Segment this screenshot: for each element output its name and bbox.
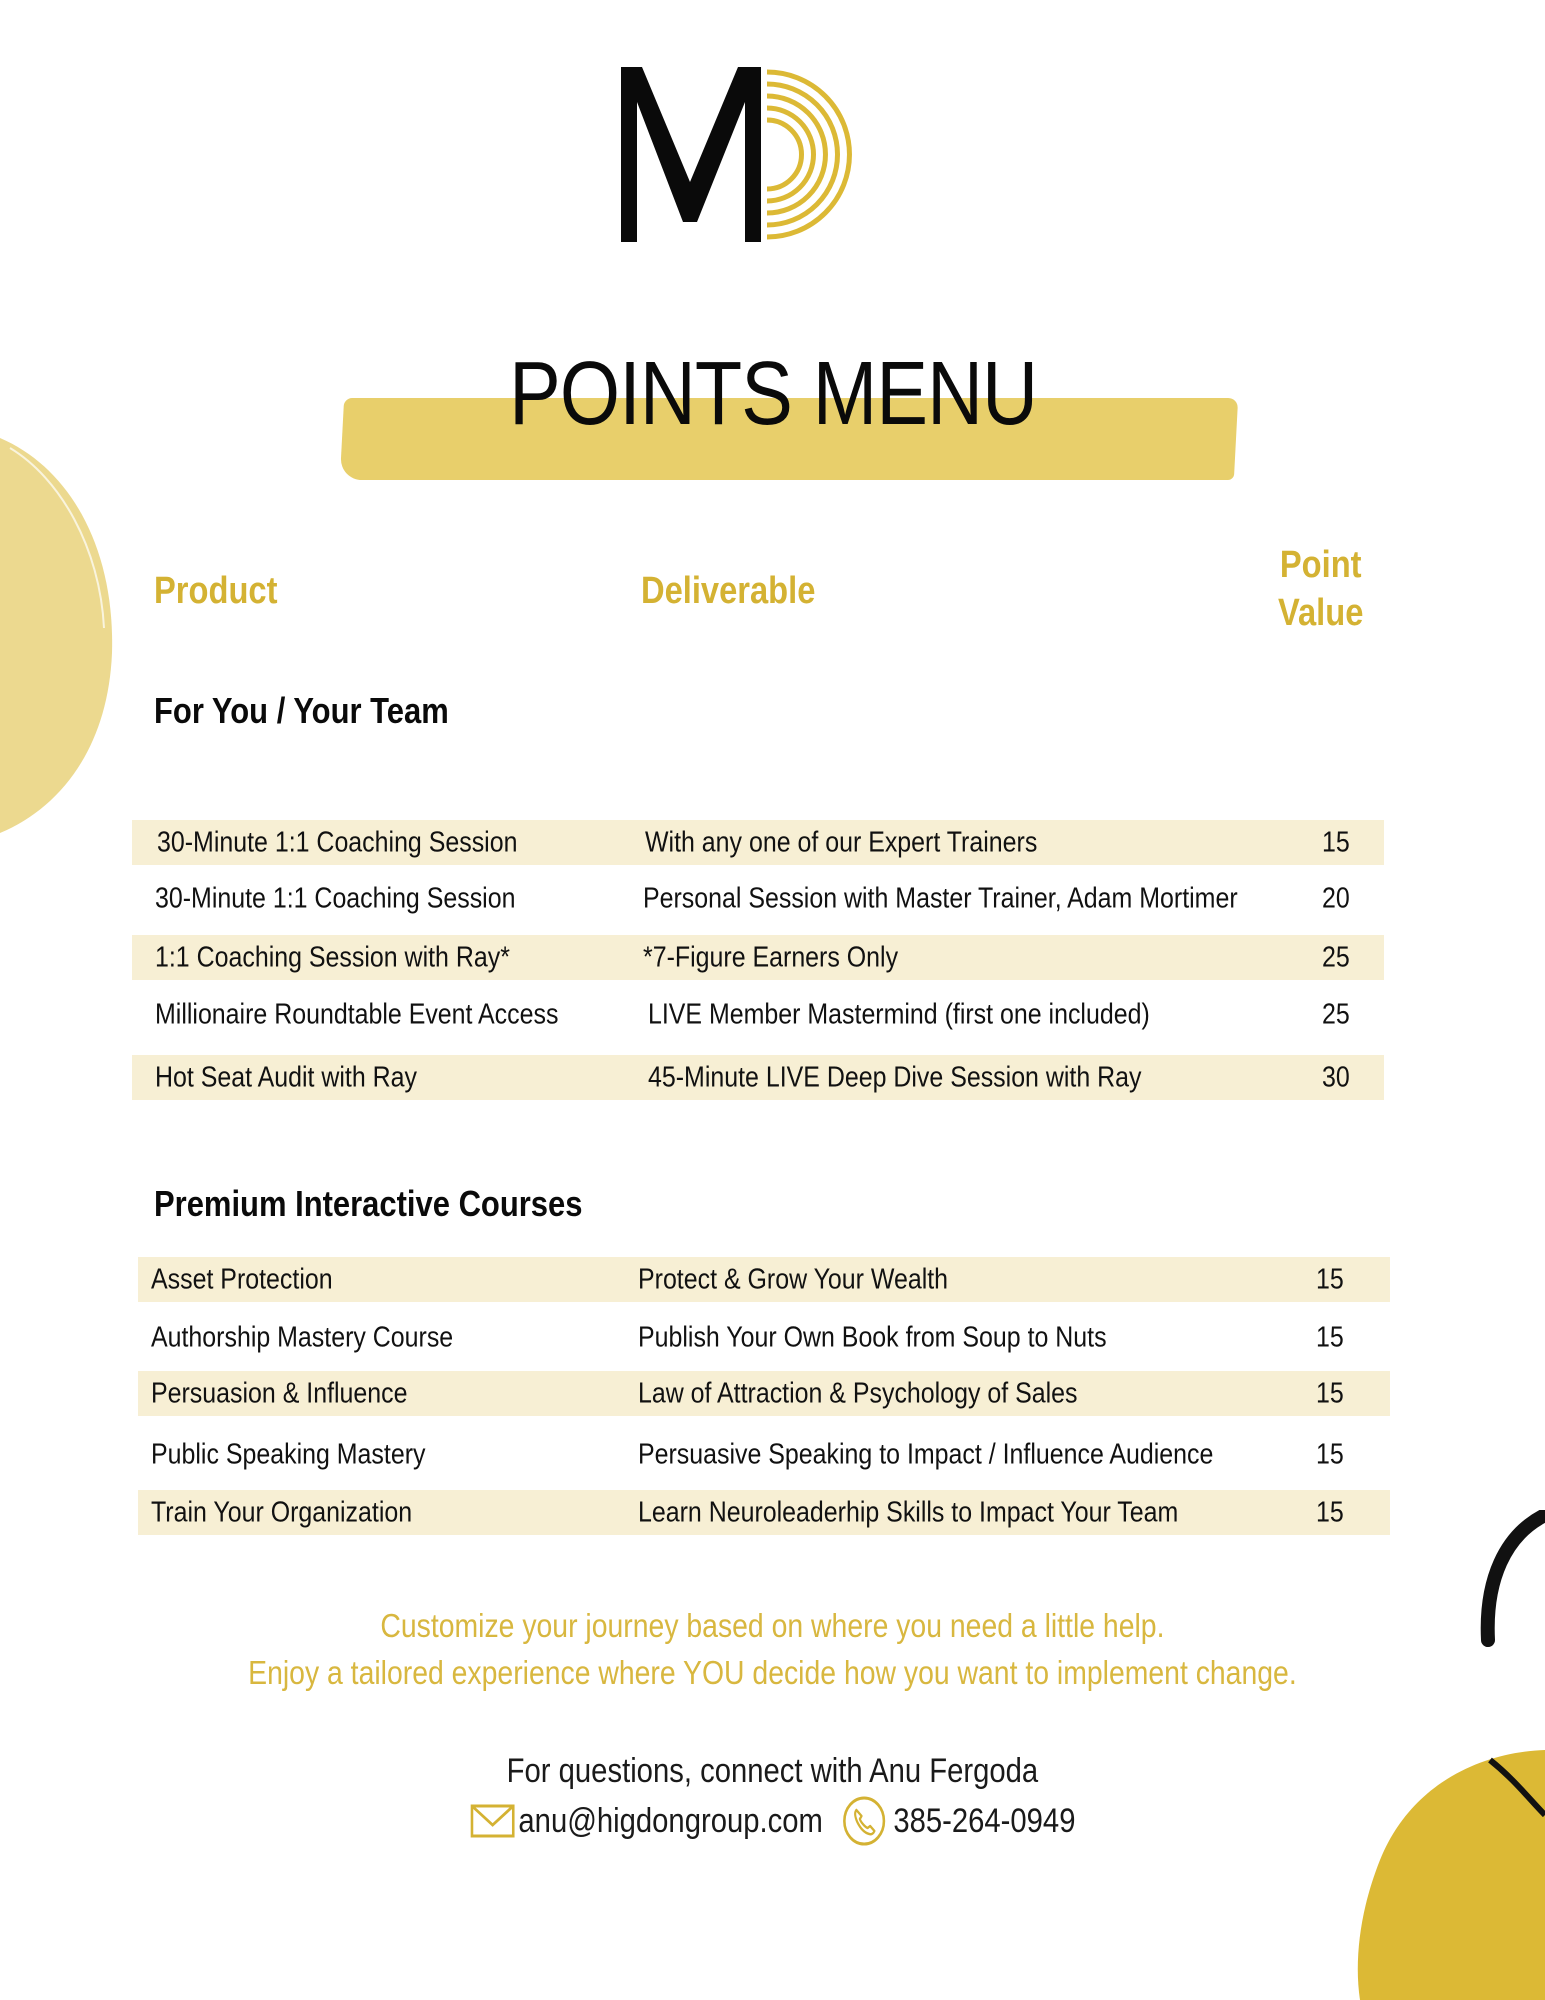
cell-deliverable: Personal Session with Master Trainer, Adam Mortimer (643, 882, 1238, 914)
tagline-line-2: Enjoy a tailored experience where YOU decide how you want to implement change. (248, 1654, 1297, 1691)
tagline-line-1: Customize your journey based on where you need a little help. (380, 1607, 1165, 1644)
column-header-product: Product (154, 570, 278, 612)
cell-product: Authorship Mastery Course (151, 1321, 454, 1353)
decorative-circle-left (0, 438, 120, 838)
decorative-swirl-right (1470, 1510, 1545, 1710)
cell-deliverable: With any one of our Expert Trainers (645, 826, 1038, 858)
mail-icon (470, 1803, 515, 1839)
cell-product: Hot Seat Audit with Ray (155, 1061, 418, 1093)
cell-points: 20 (1322, 882, 1350, 914)
cell-deliverable: Publish Your Own Book from Soup to Nuts (638, 1321, 1107, 1353)
table-for-you (132, 820, 1384, 1100)
cell-points: 15 (1316, 1263, 1344, 1295)
phone-icon (841, 1795, 886, 1847)
cell-product: 1:1 Coaching Session with Ray* (155, 941, 510, 973)
cell-product: Millionaire Roundtable Event Access (155, 998, 559, 1030)
table-row (132, 992, 1384, 1037)
page-title: POINTS MENU (509, 344, 1038, 444)
cell-product: Train Your Organization (151, 1496, 413, 1528)
table-row (138, 1371, 1390, 1416)
table-row (138, 1257, 1390, 1302)
cell-product: 30-Minute 1:1 Coaching Session (155, 882, 516, 914)
cell-deliverable: LIVE Member Mastermind (first one included) (648, 998, 1150, 1030)
cell-product: 30-Minute 1:1 Coaching Session (157, 826, 518, 858)
contact-intro: For questions, connect with Anu Fergoda (506, 1752, 1039, 1790)
cell-product: Asset Protection (151, 1263, 333, 1295)
table-row (132, 876, 1384, 921)
table-row (138, 1432, 1390, 1477)
column-header-point-line1: Point (1279, 544, 1362, 586)
cell-deliverable: *7-Figure Earners Only (643, 941, 899, 973)
table-premium-courses (138, 1257, 1390, 1535)
section-title-premium-courses: Premium Interactive Courses (154, 1183, 583, 1224)
column-header-point-line2: Value (1278, 591, 1364, 634)
cell-points: 15 (1316, 1496, 1344, 1528)
phone-number[interactable]: 385-264-0949 (892, 1801, 1076, 1840)
cell-deliverable: Law of Attraction & Psychology of Sales (638, 1377, 1078, 1409)
email-link[interactable]: anu@higdongroup.com (518, 1801, 823, 1840)
table-row (132, 820, 1384, 865)
contact-line (0, 1795, 1545, 1847)
cell-deliverable: 45-Minute LIVE Deep Dive Session with Ray (648, 1061, 1142, 1093)
table-row (132, 1055, 1384, 1100)
table-row (138, 1315, 1390, 1360)
cell-points: 15 (1316, 1321, 1344, 1353)
cell-deliverable: Persuasive Speaking to Impact / Influence Audience (638, 1438, 1214, 1470)
brand-logo (615, 62, 895, 247)
table-row (138, 1490, 1390, 1535)
cell-deliverable: Protect & Grow Your Wealth (638, 1263, 949, 1295)
cell-points: 15 (1316, 1438, 1344, 1470)
cell-points: 15 (1316, 1377, 1344, 1409)
cell-product: Public Speaking Mastery (151, 1438, 426, 1470)
tagline (108, 1602, 1437, 1696)
cell-product: Persuasion & Influence (151, 1377, 408, 1409)
column-header-deliverable: Deliverable (641, 570, 816, 612)
cell-points: 15 (1322, 826, 1350, 858)
section-title-for-you: For You / Your Team (154, 690, 449, 731)
table-row (132, 935, 1384, 980)
cell-points: 30 (1322, 1061, 1350, 1093)
cell-deliverable: Learn Neuroleaderhip Skills to Impact Your Team (638, 1496, 1179, 1528)
cell-points: 25 (1322, 941, 1350, 973)
column-header-point-value (1278, 542, 1363, 637)
cell-points: 25 (1322, 998, 1350, 1030)
